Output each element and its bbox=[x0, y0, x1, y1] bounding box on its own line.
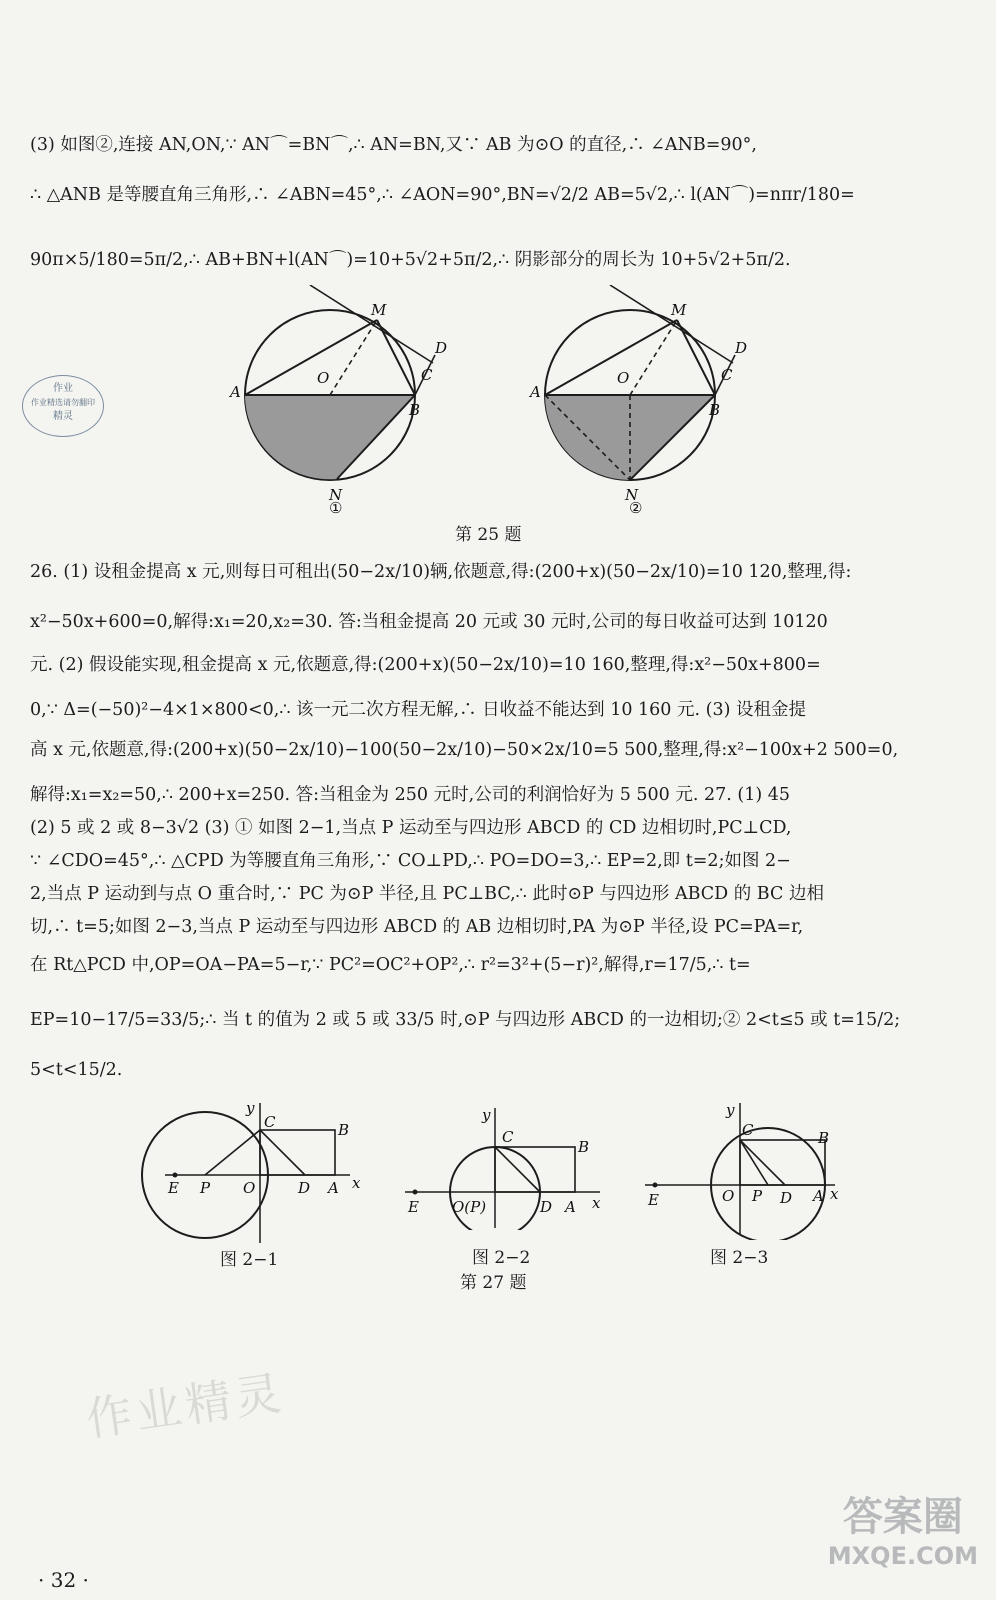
q26-line-2: x²−50x+600=0,解得:x₁=20,x₂=30. 答:当租金提高 20 元或 30 元时,公司的每日收益可达到 10120 bbox=[30, 612, 828, 632]
label-c: C bbox=[721, 366, 733, 384]
watermark-stamp: 作业 作业精选请勿翻印 精灵 bbox=[22, 375, 104, 437]
q27-line-5: 在 Rt△PCD 中,OP=OA−PA=5−r,∵ PC²=OC²+OP²,∴ r²=3²+(5−r)²,解得,r=17/5,∴ t= bbox=[30, 955, 751, 975]
label-d: D bbox=[780, 1189, 793, 1207]
figure-27-2-3 bbox=[640, 1095, 855, 1240]
label-a: A bbox=[813, 1187, 824, 1205]
figure-25-1 bbox=[225, 285, 460, 515]
label-d: D bbox=[735, 339, 748, 357]
tangent-line bbox=[610, 285, 733, 363]
segment-pc bbox=[740, 1140, 768, 1185]
q27-line-3: 2,当点 P 运动到与点 O 重合时,∵ PC 为⊙P 半径,且 PC⊥BC,∴ 此时⊙P 与四边形 ABCD 的 BC 边相 bbox=[30, 884, 824, 904]
tangent-line bbox=[310, 285, 433, 363]
label-m: M bbox=[671, 301, 687, 319]
label-y: y bbox=[246, 1099, 255, 1117]
label-c: C bbox=[264, 1113, 276, 1131]
label-y: y bbox=[482, 1106, 491, 1124]
figure-2-2-caption: 图 2−2 bbox=[472, 1248, 531, 1268]
q26-line-3: 元. (2) 假设能实现,租金提高 x 元,依题意,得:(200+x)(50−2x/10)=10 160,整理,得:x²−50x+800= bbox=[30, 655, 821, 675]
watermark-logo: 答案圈 MXQE.COM bbox=[827, 1493, 978, 1570]
figure-27-2-1 bbox=[140, 1095, 380, 1245]
q25-line-3: 90π×5/180=5π/2,∴ AB+BN+l(AN⌒)=10+5√2+5π/2,∴ 阴影部分的周长为 10+5√2+5π/2. bbox=[30, 250, 791, 270]
q27-line-1: (2) 5 或 2 或 8−3√2 (3) ① 如图 2−1,当点 P 运动至与四边形 ABCD 的 CD 边相切时,PC⊥CD, bbox=[30, 818, 792, 838]
label-e: E bbox=[408, 1198, 419, 1216]
shaded-region bbox=[245, 395, 415, 479]
figure-number-2: ② bbox=[629, 499, 643, 515]
label-m: M bbox=[371, 301, 387, 319]
label-b: B bbox=[709, 401, 721, 419]
figure-27-caption: 第 27 题 bbox=[460, 1273, 527, 1293]
label-o: O bbox=[722, 1187, 735, 1205]
point-e bbox=[413, 1190, 418, 1195]
label-a: A bbox=[230, 383, 241, 401]
q26-line-5: 高 x 元,依题意,得:(200+x)(50−2x/10)−100(50−2x/10)−50×2x/10=5 500,整理,得:x²−100x+2 500=0, bbox=[30, 740, 899, 760]
label-d: D bbox=[298, 1179, 311, 1197]
label-p: P bbox=[200, 1179, 211, 1197]
page-number: · 32 · bbox=[38, 1568, 89, 1592]
label-x: x bbox=[352, 1174, 361, 1192]
q27-line-4: 切,∴ t=5;如图 2−3,当点 P 运动至与四边形 ABCD 的 AB 边相切时,PA 为⊙P 半径,设 PC=PA=r, bbox=[30, 917, 804, 937]
label-y: y bbox=[726, 1101, 735, 1119]
point-e bbox=[173, 1173, 178, 1178]
label-p: P bbox=[752, 1187, 763, 1205]
label-n: N bbox=[329, 486, 343, 504]
q26-line-6: 解得:x₁=x₂=50,∴ 200+x=250. 答:当租金为 250 元时,公司的利润恰好为 5 500 元. 27. (1) 45 bbox=[30, 785, 790, 805]
label-e: E bbox=[168, 1179, 179, 1197]
figure-2-3-caption: 图 2−3 bbox=[710, 1248, 769, 1268]
label-op: O(P) bbox=[452, 1198, 487, 1216]
label-o: O bbox=[617, 369, 630, 387]
figure-27-2-2 bbox=[400, 1100, 615, 1230]
figure-number-1: ① bbox=[329, 499, 343, 515]
figure-25-caption: 第 25 题 bbox=[455, 525, 522, 545]
label-c: C bbox=[742, 1121, 754, 1139]
figure-2-1-caption: 图 2−1 bbox=[220, 1250, 279, 1270]
q27-line-7: 5<t<15/2. bbox=[30, 1060, 123, 1080]
q25-line-1: (3) 如图②,连接 AN,ON,∵ AN⌒=BN⌒,∴ AN=BN,又∵ AB 为⊙O 的直径,∴ ∠ANB=90°, bbox=[30, 135, 757, 155]
label-x: x bbox=[830, 1185, 839, 1203]
q27-line-2: ∵ ∠CDO=45°,∴ △CPD 为等腰直角三角形,∵ CO⊥PD,∴ PO=DO=3,∴ EP=2,即 t=2;如图 2− bbox=[30, 851, 791, 871]
q27-line-6: EP=10−17/5=33/5;∴ 当 t 的值为 2 或 5 或 33/5 时,⊙P 与四边形 ABCD 的一边相切;② 2<t≤5 或 t=15/2; bbox=[30, 1010, 901, 1030]
label-o: O bbox=[243, 1179, 256, 1197]
label-a: A bbox=[328, 1179, 339, 1197]
label-n: N bbox=[625, 486, 639, 504]
point-e bbox=[653, 1183, 658, 1188]
label-b: B bbox=[818, 1129, 830, 1147]
segment-om-dashed bbox=[330, 320, 377, 395]
rectangle-abcd bbox=[740, 1140, 825, 1185]
label-b: B bbox=[409, 401, 421, 419]
label-e: E bbox=[648, 1191, 659, 1209]
label-d: D bbox=[435, 339, 448, 357]
watermark-text: 作业精灵 bbox=[82, 1365, 289, 1447]
segment-am bbox=[245, 320, 377, 395]
q26-line-4: 0,∵ Δ=(−50)²−4×1×800<0,∴ 该一元二次方程无解,∴ 日收益不能达到 10 160 元. (3) 设租金提 bbox=[30, 700, 806, 720]
q25-line-2: ∴ △ANB 是等腰直角三角形,∴ ∠ABN=45°,∴ ∠AON=90°,BN=√2/2 AB=5√2,∴ l(AN⌒)=nπr/180= bbox=[30, 185, 855, 205]
segment-om-dashed bbox=[630, 320, 677, 395]
label-x: x bbox=[592, 1194, 601, 1212]
label-a: A bbox=[530, 383, 541, 401]
label-b: B bbox=[338, 1121, 350, 1139]
segment-pc bbox=[205, 1130, 260, 1175]
label-c: C bbox=[421, 366, 433, 384]
segment-am bbox=[545, 320, 677, 395]
label-a: A bbox=[565, 1198, 576, 1216]
label-b: B bbox=[578, 1138, 590, 1156]
label-c: C bbox=[502, 1128, 514, 1146]
label-o: O bbox=[317, 369, 330, 387]
q26-line-1: 26. (1) 设租金提高 x 元,则每日可租出(50−2x/10)辆,依题意,得:(200+x)(50−2x/10)=10 120,整理,得: bbox=[30, 562, 852, 582]
label-d: D bbox=[540, 1198, 553, 1216]
figure-25-2 bbox=[525, 285, 760, 515]
segment-cd bbox=[740, 1140, 785, 1185]
